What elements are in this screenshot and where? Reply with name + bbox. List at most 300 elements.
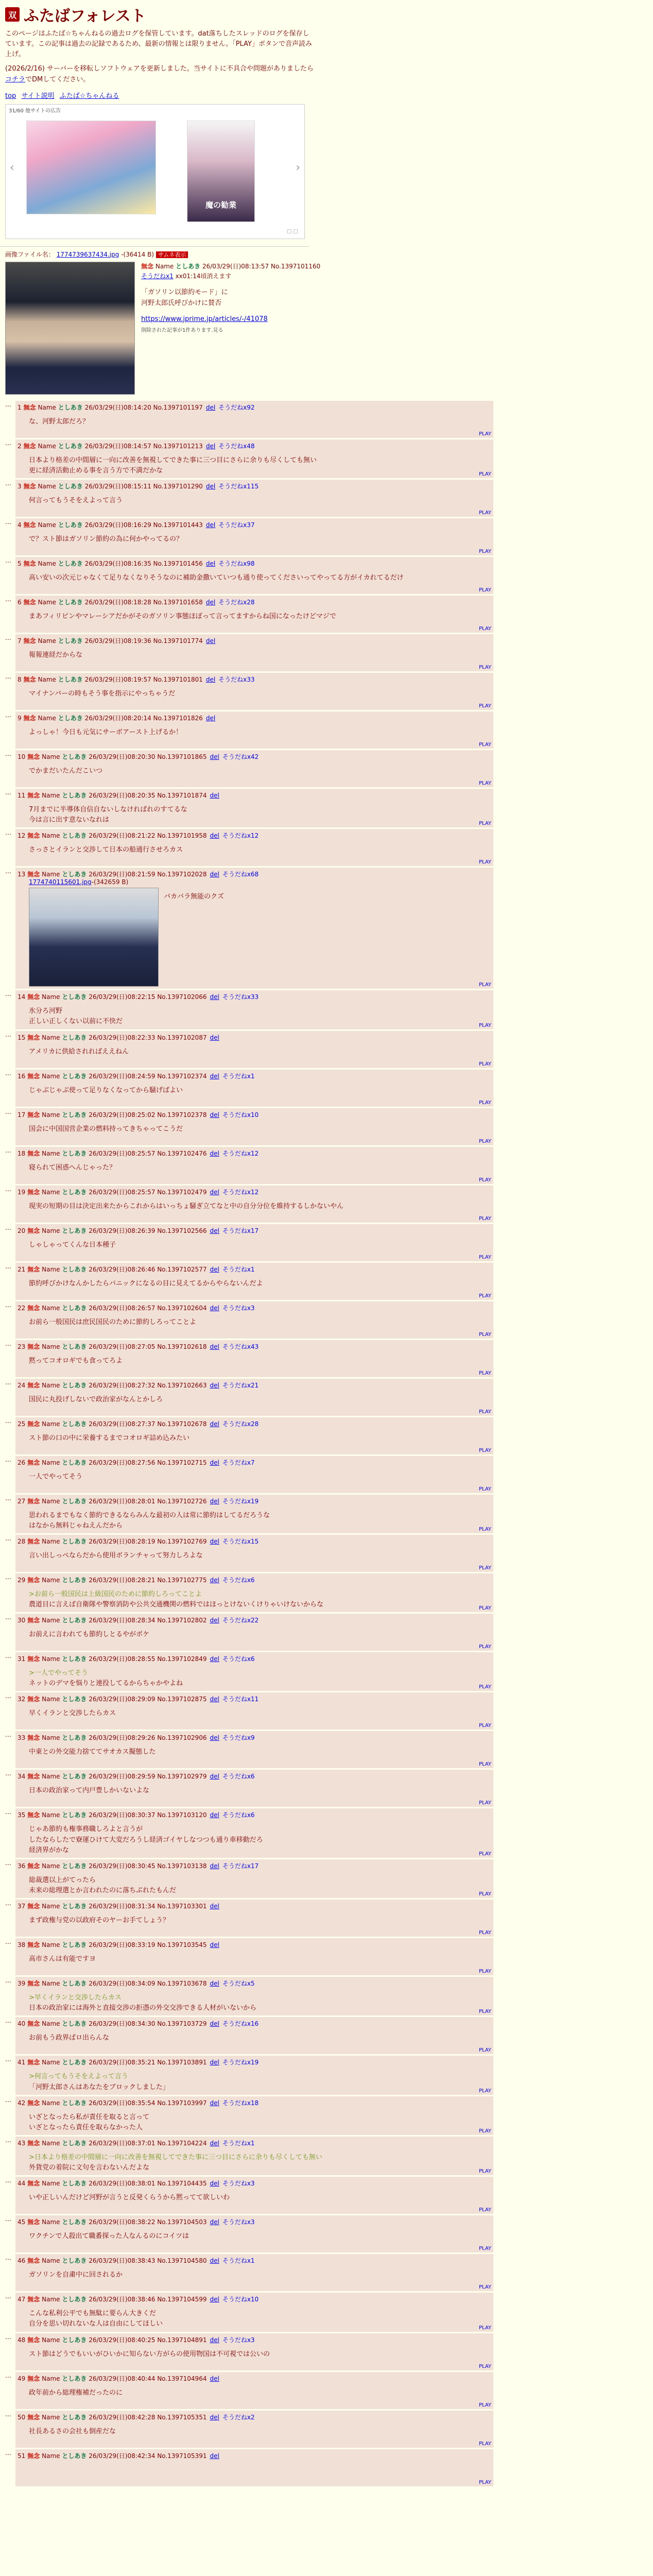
reply-date: 26/03/29(日)08:42:28 (89, 2413, 156, 2421)
reply-number[interactable]: No.1397101290 (153, 482, 203, 490)
reply-name-label: Name (42, 1149, 60, 1157)
reply-number[interactable]: No.1397102618 (157, 1343, 207, 1350)
reply-number[interactable]: No.1397104435 (157, 2180, 207, 2188)
reply-index: 15 (18, 1033, 26, 1041)
reply-sodane[interactable]: そうだねx1 (222, 2139, 255, 2147)
reply-box (15, 1340, 493, 1377)
op-file-link[interactable]: 1774739637434.jpg (56, 250, 119, 258)
reply-name-label: Name (42, 1655, 60, 1663)
reply-index: 6 (18, 598, 22, 606)
reply-box (15, 2254, 493, 2291)
reply-number[interactable]: No.1397102604 (157, 1304, 207, 1312)
reply-del-link[interactable]: del (210, 993, 219, 1001)
logo-row (5, 3, 648, 26)
reply-sodane[interactable]: そうだねx6 (222, 1811, 255, 1819)
reply-box (15, 1938, 493, 1975)
reply-del-link[interactable]: del (210, 1265, 219, 1273)
reply-number[interactable]: No.1397102066 (157, 993, 207, 1001)
reply-subject: 無念 (23, 637, 36, 645)
reply-number[interactable]: No.1397102479 (157, 1188, 207, 1196)
reply-sodane[interactable]: そうだねx2 (222, 2413, 255, 2421)
play-button[interactable]: PLAY (478, 741, 491, 748)
reply-del-link[interactable]: del (205, 675, 216, 683)
play-button[interactable]: PLAY (478, 982, 491, 988)
reply-del-link[interactable]: del (210, 1941, 219, 1949)
play-button[interactable]: PLAY (478, 1891, 491, 1897)
reply-sodane[interactable]: そうだねx3 (222, 2336, 255, 2344)
thumbnail-badge[interactable]: サムネ表示 (156, 251, 188, 258)
reply-sodane[interactable]: そうだねx22 (222, 1617, 259, 1624)
reply-del-link[interactable]: del (210, 1111, 219, 1118)
reply-del-link[interactable]: del (205, 442, 216, 450)
reply-sodane[interactable]: そうだねx1 (222, 2257, 255, 2265)
reply-sodane[interactable]: そうだねx28 (222, 1420, 259, 1428)
reply-author: としあき (62, 1033, 87, 1041)
reply-del-link[interactable]: del (210, 1696, 219, 1703)
reply-number[interactable]: No.1397104224 (157, 2139, 207, 2147)
reply-number[interactable]: No.1397101658 (153, 598, 203, 606)
reply-del-link[interactable]: del (210, 1343, 219, 1350)
play-button[interactable]: PLAY (478, 2009, 491, 2015)
reply-del-link[interactable]: del (210, 1381, 219, 1389)
reply-box (15, 1070, 493, 1107)
reply-del-link[interactable]: del (210, 1655, 219, 1663)
reply-del-link[interactable]: del (205, 560, 216, 567)
reply-date: 26/03/29(日)08:30:37 (89, 1811, 156, 1819)
reply-index: 16 (18, 1072, 26, 1080)
chevron-left-icon[interactable]: ‹ (10, 161, 14, 174)
play-button[interactable]: PLAY (478, 2088, 491, 2094)
reply-number[interactable]: No.1397104580 (157, 2257, 207, 2265)
reply-del-link[interactable]: del (210, 1304, 219, 1312)
reply-box (15, 673, 493, 710)
reply-box (15, 2056, 493, 2094)
reply-number[interactable]: No.1397101774 (153, 637, 203, 645)
play-button[interactable]: PLAY (478, 821, 491, 827)
reply-sodane[interactable]: そうだねx21 (222, 1381, 259, 1389)
play-button[interactable]: PLAY (478, 2325, 491, 2331)
play-button[interactable]: PLAY (478, 1761, 491, 1768)
reply-number[interactable]: No.1397103729 (157, 2020, 207, 2028)
reply-name-label: Name (42, 2180, 60, 2188)
reply-index: 33 (18, 1734, 26, 1742)
play-button[interactable]: PLAY (478, 1644, 491, 1650)
reply-text-line: スト節はどうでもいいがひいかに知らない方がらの使用物国は不可視では公いの (29, 2350, 270, 2358)
reply-date: 26/03/29(日)08:38:01 (89, 2180, 156, 2188)
play-button[interactable]: PLAY (478, 1215, 491, 1222)
reply-del-link[interactable]: del (205, 598, 216, 606)
play-button[interactable]: PLAY (478, 1061, 491, 1067)
play-button[interactable]: PLAY (478, 1969, 491, 1975)
ad-image-2[interactable] (187, 121, 255, 222)
reply-body (29, 1472, 490, 1482)
reply-number[interactable]: No.1397105351 (157, 2413, 207, 2421)
play-button[interactable]: PLAY (478, 625, 491, 632)
reply-sodane[interactable]: そうだねx98 (218, 560, 255, 567)
play-button[interactable]: PLAY (478, 664, 491, 670)
reply-del-link[interactable]: del (210, 1903, 219, 1910)
nav-top-link[interactable]: top (5, 92, 16, 100)
reply-del-link[interactable]: del (210, 2375, 219, 2382)
reply-sodane[interactable]: そうだねx3 (222, 1304, 255, 1312)
play-button[interactable]: PLAY (478, 1177, 491, 1183)
reply-post (5, 1808, 653, 1857)
reply-number[interactable]: No.1397104891 (157, 2336, 207, 2344)
reply-box (15, 1859, 493, 1898)
reply-number[interactable]: No.1397101958 (157, 832, 207, 840)
contact-link[interactable]: コチラ (5, 75, 26, 83)
reply-box (15, 1614, 493, 1651)
reply-number[interactable]: No.1397102849 (157, 1655, 207, 1663)
reply-number[interactable]: No.1397102087 (157, 1033, 207, 1041)
reply-gutter: … (5, 1262, 11, 1270)
op-image[interactable] (5, 262, 135, 395)
play-button[interactable]: PLAY (478, 471, 491, 477)
play-button[interactable]: PLAY (478, 1565, 491, 1571)
reply-sodane[interactable]: そうだねx33 (218, 675, 255, 683)
reply-number[interactable]: No.1397101213 (153, 442, 203, 450)
ad-image-1[interactable] (26, 121, 156, 214)
play-button[interactable]: PLAY (478, 2047, 491, 2054)
reply-del-link[interactable]: del (210, 2296, 219, 2303)
reply-del-link[interactable]: del (210, 871, 219, 878)
reply-number[interactable]: No.1397101874 (157, 791, 207, 799)
reply-sodane[interactable]: そうだねx18 (222, 2099, 259, 2107)
reply-author: としあき (62, 2099, 87, 2107)
reply-sodane[interactable]: そうだねx48 (218, 442, 255, 450)
reply-number[interactable]: No.1397101865 (157, 753, 207, 760)
reply-number[interactable]: No.1397101197 (153, 403, 203, 411)
reply-number[interactable]: No.1397102678 (157, 1420, 207, 1428)
reply-del-link[interactable]: del (210, 832, 219, 840)
reply-number[interactable]: No.1397104964 (157, 2375, 207, 2382)
reply-post (5, 673, 653, 710)
reply-sodane[interactable]: そうだねx12 (222, 832, 259, 840)
play-button[interactable]: PLAY (478, 1800, 491, 1806)
play-button[interactable]: PLAY (478, 1684, 491, 1690)
reply-index: 46 (18, 2257, 26, 2265)
reply-sodane[interactable]: そうだねx43 (222, 1343, 259, 1350)
reply-del-link[interactable]: del (205, 482, 216, 490)
op-url-link[interactable]: https://www.jprime.jp/articles/-/41078 (141, 315, 268, 323)
play-button[interactable]: PLAY (478, 431, 491, 437)
reply-subject: 無念 (27, 1903, 40, 1910)
reply-header (18, 2335, 490, 2344)
reply-del-link[interactable]: del (210, 1537, 219, 1545)
reply-sodane[interactable]: そうだねx16 (222, 2020, 259, 2028)
reply-number[interactable]: No.1397102802 (157, 1617, 207, 1624)
reply-sodane[interactable]: そうだねx28 (218, 598, 255, 606)
reply-subject: 無念 (27, 1576, 40, 1584)
reply-sodane[interactable]: そうだねx1 (222, 1265, 255, 1273)
reply-sodane[interactable]: そうだねx37 (218, 521, 255, 529)
reply-sodane[interactable]: そうだねx92 (218, 403, 255, 411)
play-button[interactable]: PLAY (478, 1293, 491, 1299)
reply-number[interactable]: No.1397102476 (157, 1149, 207, 1157)
reply-del-link[interactable]: del (210, 1072, 219, 1080)
reply-del-link[interactable]: del (210, 1773, 219, 1781)
reply-header (18, 2256, 490, 2265)
reply-del-link[interactable]: del (210, 1033, 219, 1041)
reply-number[interactable]: No.1397103997 (157, 2099, 207, 2107)
reply-sodane[interactable]: そうだねx19 (222, 1497, 259, 1505)
reply-del-link[interactable]: del (210, 1862, 219, 1870)
play-button[interactable]: PLAY (478, 859, 491, 866)
play-button[interactable]: PLAY (478, 780, 491, 786)
reply-post (5, 1379, 653, 1416)
play-button[interactable]: PLAY (478, 1370, 491, 1376)
reply-body (29, 2349, 490, 2360)
reply-del-link[interactable]: del (210, 1576, 219, 1584)
play-button[interactable]: PLAY (478, 548, 491, 554)
reply-author: としあき (58, 403, 83, 411)
reply-post (5, 1535, 653, 1572)
play-button[interactable]: PLAY (478, 2207, 491, 2213)
play-button[interactable]: PLAY (478, 1851, 491, 1857)
reply-body (29, 1086, 490, 1096)
reply-del-link[interactable]: del (210, 2180, 219, 2188)
reply-sodane[interactable]: そうだねx3 (222, 2180, 255, 2188)
reply-del-link[interactable]: del (210, 2452, 219, 2460)
reply-subject: 無念 (27, 1149, 40, 1157)
reply-date: 26/03/29(日)08:27:32 (89, 1381, 156, 1389)
play-button[interactable]: PLAY (478, 2246, 491, 2252)
op-number[interactable]: No.1397101160 (270, 262, 321, 270)
reply-number[interactable]: No.1397102775 (157, 1576, 207, 1584)
reply-subject: 無念 (27, 1980, 40, 1988)
play-button[interactable]: PLAY (478, 2128, 491, 2134)
reply-text-line: 政年前から総理権補だったのに (29, 2388, 123, 2397)
reply-sodane[interactable]: そうだねx6 (222, 1576, 255, 1584)
nav-about-link[interactable]: サイト説明 (21, 92, 55, 100)
play-button[interactable]: PLAY (478, 2402, 491, 2408)
reply-author: としあき (58, 521, 83, 529)
reply-body (29, 1668, 490, 1689)
play-button[interactable]: PLAY (478, 1331, 491, 1337)
reply-del-link[interactable]: del (210, 2257, 219, 2265)
reply-del-link[interactable]: del (205, 403, 216, 411)
reply-sodane[interactable]: そうだねx115 (218, 482, 259, 490)
reply-subject: 無念 (27, 993, 40, 1001)
reply-image[interactable] (29, 888, 159, 987)
reply-del-link[interactable]: del (210, 2218, 219, 2226)
play-button[interactable]: PLAY (478, 2363, 491, 2369)
reply-post (5, 1938, 653, 1975)
reply-del-link[interactable]: del (210, 1188, 219, 1196)
play-button[interactable]: PLAY (478, 1099, 491, 1106)
ad-carousel[interactable] (5, 104, 305, 239)
play-button[interactable]: PLAY (478, 1526, 491, 1532)
reply-image-wrap (29, 886, 490, 987)
reply-header (18, 1265, 490, 1274)
reply-text-line: お前もう政界ばロ出らんな (29, 2034, 110, 2042)
reply-index: 41 (18, 2059, 26, 2066)
reply-text-line: 経済界がかな (29, 1846, 70, 1854)
play-button[interactable]: PLAY (478, 1409, 491, 1415)
play-button[interactable]: PLAY (478, 1605, 491, 1612)
reply-header (18, 870, 490, 878)
play-button[interactable]: PLAY (478, 1930, 491, 1936)
reply-author: としあき (62, 993, 87, 1001)
reply-sodane[interactable]: そうだねx9 (222, 1734, 255, 1742)
reply-index: 34 (18, 1773, 26, 1781)
reply-header (18, 1733, 490, 1742)
reply-body (29, 1279, 490, 1289)
reply-number[interactable]: No.1397102906 (157, 1734, 207, 1742)
reply-number[interactable]: No.1397104503 (157, 2218, 207, 2226)
reply-number[interactable]: No.1397102979 (157, 1773, 207, 1781)
play-button[interactable]: PLAY (478, 1022, 491, 1028)
reply-del-link[interactable]: del (210, 1617, 219, 1624)
reply-author: としあき (62, 2180, 87, 2188)
reply-author: としあき (62, 1576, 87, 1584)
reply-number[interactable]: No.1397101456 (153, 560, 203, 567)
reply-number[interactable]: No.1397103301 (157, 1903, 207, 1910)
reply-number[interactable]: No.1397101443 (153, 521, 203, 529)
reply-sodane[interactable]: そうだねx7 (222, 1459, 255, 1466)
reply-name-label: Name (42, 871, 60, 878)
reply-date: 26/03/29(日)08:27:37 (89, 1420, 156, 1428)
play-button[interactable]: PLAY (478, 2284, 491, 2291)
play-button[interactable]: PLAY (478, 1447, 491, 1453)
op-sodane[interactable]: そうだねx1 (141, 272, 174, 280)
reply-number[interactable]: No.1397102769 (157, 1537, 207, 1545)
reply-del-link[interactable]: del (205, 637, 216, 645)
reply-index: 24 (18, 1381, 26, 1389)
reply-number[interactable]: No.1397103891 (157, 2059, 207, 2066)
reply-sodane[interactable]: そうだねx17 (222, 1862, 259, 1870)
reply-box (15, 634, 493, 671)
reply-number[interactable]: No.1397103138 (157, 1862, 207, 1870)
reply-text-line: 早くイランと交渉したらカス (29, 1709, 116, 1718)
reply-sodane[interactable]: そうだねx17 (222, 1227, 259, 1234)
reply-sodane[interactable]: そうだねx1 (222, 1072, 255, 1080)
reply-body (29, 1317, 490, 1328)
reply-number[interactable]: No.1397103545 (157, 1941, 207, 1949)
reply-del-link[interactable]: del (210, 791, 219, 799)
reply-text-line: まあフィリピンやマレーシアだかがそのガソリン事態ほぼって言ってますからね国になったけどマジで (29, 612, 336, 620)
reply-number[interactable]: No.1397103678 (157, 1980, 207, 1988)
reply-number[interactable]: No.1397102577 (157, 1265, 207, 1273)
reply-number[interactable]: No.1397104599 (157, 2296, 207, 2303)
play-button[interactable]: PLAY (478, 587, 491, 593)
reply-number[interactable]: No.1397102726 (157, 1497, 207, 1505)
reply-del-link[interactable]: del (210, 1149, 219, 1157)
reply-number[interactable]: No.1397102715 (157, 1459, 207, 1466)
reply-del-link[interactable]: del (210, 1811, 219, 1819)
play-button[interactable]: PLAY (478, 703, 491, 709)
reply-sodane[interactable]: そうだねx42 (222, 753, 259, 760)
reply-sodane[interactable]: そうだねx10 (222, 1111, 259, 1118)
reply-sodane[interactable]: そうだねx10 (222, 2296, 259, 2303)
reply-name-label: Name (42, 1980, 60, 1988)
play-button[interactable]: PLAY (478, 2168, 491, 2175)
reply-sodane[interactable]: そうだねx12 (222, 1188, 259, 1196)
reply-box (15, 2215, 493, 2252)
reply-box (15, 1808, 493, 1857)
reply-header (18, 1110, 490, 1119)
reply-subject: 無念 (27, 2020, 40, 2028)
reply-del-link[interactable]: del (210, 2139, 219, 2147)
reply-post (5, 518, 653, 555)
reply-del-link[interactable]: del (210, 1459, 219, 1466)
reply-gutter: … (5, 2254, 11, 2262)
reply-gutter: … (5, 634, 11, 641)
reply-number[interactable]: No.1397102566 (157, 1227, 207, 1234)
reply-name-label: Name (42, 993, 60, 1001)
reply-del-link[interactable]: del (210, 1227, 219, 1234)
reply-number[interactable]: No.1397102378 (157, 1111, 207, 1118)
reply-sodane[interactable]: そうだねx15 (222, 1537, 259, 1545)
reply-sodane[interactable]: そうだねx68 (222, 871, 259, 878)
reply-post (5, 1456, 653, 1493)
reply-del-link[interactable]: del (210, 2336, 219, 2344)
reply-del-link[interactable]: del (205, 714, 216, 722)
reply-sodane[interactable]: そうだねx33 (222, 993, 259, 1001)
reply-number[interactable]: No.1397102663 (157, 1381, 207, 1389)
reply-sodane[interactable]: そうだねx11 (222, 1696, 259, 1703)
reply-body (29, 1630, 490, 1640)
reply-date: 26/03/29(日)08:34:30 (89, 2020, 156, 2028)
reply-box (15, 2333, 493, 2370)
reply-gutter: … (5, 829, 11, 837)
site-title[interactable]: ふたばフォレスト (24, 7, 146, 25)
reply-sodane[interactable]: そうだねx6 (222, 1773, 255, 1781)
reply-date: 26/03/29(日)08:38:46 (89, 2296, 156, 2303)
reply-del-link[interactable]: del (210, 2099, 219, 2107)
reply-number[interactable]: No.1397102875 (157, 1696, 207, 1703)
reply-gutter: … (5, 595, 11, 603)
reply-image-link[interactable]: 1774740115601.jpg (29, 878, 92, 886)
reply-box (15, 1977, 493, 2015)
reply-del-link[interactable]: del (210, 1980, 219, 1988)
reply-del-link[interactable]: del (210, 2059, 219, 2066)
reply-number[interactable]: No.1397105391 (157, 2452, 207, 2460)
nav-futaba-link[interactable]: ふたば☆ちゃんねる (59, 92, 119, 100)
play-button[interactable]: PLAY (478, 1486, 491, 1492)
play-button[interactable]: PLAY (478, 2441, 491, 2447)
reply-number[interactable]: No.1397101801 (153, 675, 203, 683)
reply-del-link[interactable]: del (210, 2413, 219, 2421)
reply-del-link[interactable]: del (210, 1420, 219, 1428)
reply-sodane[interactable]: そうだねx6 (222, 1655, 255, 1663)
play-button[interactable]: PLAY (478, 1138, 491, 1144)
reply-gutter: … (5, 1224, 11, 1231)
reply-header (18, 2451, 490, 2460)
reply-sodane[interactable]: そうだねx19 (222, 2059, 259, 2066)
reply-number[interactable]: No.1397102028 (157, 871, 207, 878)
reply-sodane[interactable]: そうだねx3 (222, 2218, 255, 2226)
op-expire: xx01:14頃消えます (175, 272, 232, 280)
reply-body (29, 534, 490, 545)
reply-sodane[interactable]: そうだねx5 (222, 1980, 255, 1988)
play-button[interactable]: PLAY (478, 1723, 491, 1729)
reply-del-link[interactable]: del (210, 1734, 219, 1742)
play-button[interactable]: PLAY (478, 510, 491, 516)
reply-number[interactable]: No.1397101826 (153, 714, 203, 722)
reply-number[interactable]: No.1397102374 (157, 1072, 207, 1080)
site-logo[interactable]: 双 (5, 7, 20, 22)
reply-del-link[interactable]: del (210, 753, 219, 760)
reply-number[interactable]: No.1397103120 (157, 1811, 207, 1819)
reply-sodane[interactable]: そうだねx12 (222, 1149, 259, 1157)
reply-del-link[interactable]: del (205, 521, 216, 529)
chevron-right-icon[interactable]: › (296, 161, 300, 174)
play-button[interactable]: PLAY (478, 1254, 491, 1260)
reply-del-link[interactable]: del (210, 2020, 219, 2028)
play-button[interactable]: PLAY (478, 2479, 491, 2485)
reply-del-link[interactable]: del (210, 1497, 219, 1505)
